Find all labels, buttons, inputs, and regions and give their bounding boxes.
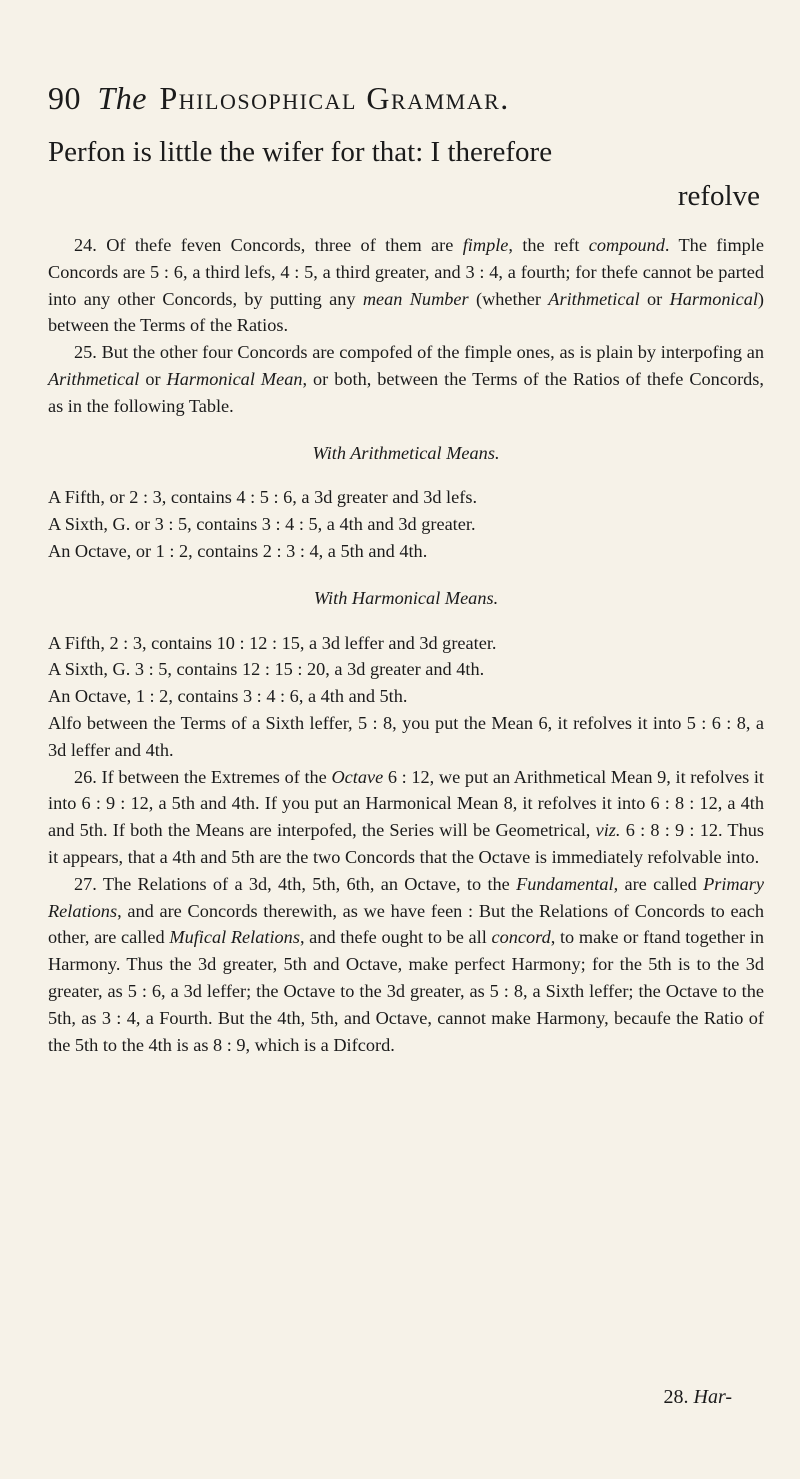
p24-text-e: or — [639, 288, 670, 309]
body-text — [48, 232, 764, 1058]
p24-compound: compound — [588, 235, 665, 255]
p27-fundamental: Fundamental — [516, 873, 614, 894]
p27-text-c: , and are Concords therewith, as we have feen : But the Relations of Concords to each other, are called — [48, 900, 764, 948]
opening-line-1: Perfon is little the wifer for that: I therefore — [48, 136, 553, 168]
p26-text-a: 26. If between the Extremes of the — [74, 766, 332, 787]
p25-text-b: or — [139, 368, 167, 389]
harm-row-sixth: A Sixth, G. 3 : 5, contains 12 : 15 : 20, a 3d greater and 4th. — [48, 659, 485, 680]
p24-text-a: 24. Of thefe feven Concords, three of them are — [74, 235, 463, 255]
p24-text-b: , the reft — [508, 235, 589, 255]
p25-harm: Harmonical Mean — [166, 368, 303, 389]
p27-text-b: , are called — [613, 873, 704, 894]
p25-arith: Arithmetical — [48, 368, 140, 389]
p25-text-c: , or both, between the Terms of the Ratios of thefe Concords, as in the following Table. — [48, 368, 764, 416]
opening-line-2: refolve — [677, 180, 760, 212]
paragraph-26 — [48, 764, 764, 871]
p27-concord: concord — [491, 927, 551, 948]
catchword — [664, 1386, 733, 1409]
p24-text-f: ) between the Terms of the Ratios. — [48, 288, 765, 336]
p26-text-c: 6 : 8 : 9 : 12. Thus it appears, that a 4th and 5th are the two Concords that the Octave is immediately refolvable into. — [48, 820, 764, 867]
arith-row-octave: An Octave, or 1 : 2, contains 2 : 3 : 4, a 5th and 4th. — [48, 540, 428, 561]
also-paragraph: Alfo between the Terms of a Sixth leffer, 5 : 8, you put the Mean 6, it refolves it into 5 : 6 : 8, a 3d leffer and 4th. — [48, 712, 764, 760]
harm-row-octave: An Octave, 1 : 2, contains 3 : 4 : 6, a 4th and 5th. — [48, 686, 408, 707]
paragraph-25 — [48, 339, 764, 419]
p27-text-d: , and thefe ought to be all — [299, 927, 492, 948]
p24-harm: Harmonical — [669, 288, 758, 309]
arith-row-fifth: A Fifth, or 2 : 3, contains 4 : 5 : 6, a 3d greater and 3d lefs. — [48, 487, 478, 508]
catchword-word: Har- — [693, 1386, 732, 1408]
arithmetical-table-heading: With Arithmetical Means. — [312, 442, 500, 463]
title-article: The — [97, 80, 147, 116]
p26-viz: viz. — [595, 820, 621, 841]
p27-text-a: 27. The Relations of a 3d, 4th, 5th, 6th, an Octave, to the — [74, 873, 517, 894]
p25-text-a: 25. But the other four Concords are compofed of the fimple ones, as is plain by interpofing an — [74, 342, 764, 363]
p24-simple: fimple — [462, 235, 509, 255]
running-head — [48, 80, 778, 117]
p27-text-e: , to make or ftand together in Harmony. Thus the 3d greater, 5th and Octave, make perfect Harmony; for the 5th is to the 3d greater, as 5 : 6, a 3d leffer; the Octave to the 3d greater, as 5 : 8, a Sixth leffer; the Octave to the 5th, as 3 : 4, a Fourth. But the 4th, 5th, and Octave, cannot make Harmony, becaufe the Ratio of the 5th to the 4th is as 8 : 9, which is a Difcord. — [48, 927, 764, 1055]
page-title: Philosophical Grammar. — [159, 80, 510, 116]
p26-text-b: 6 : 12, we put an Arithmetical Mean 9, it refolves it into 6 : 9 : 12, a 5th and 4th. If you put an Harmonical Mean 8, it refolves it into 6 : 8 : 12, a 4th and 5th. If both the Means are interpofed, the Series will be Geometrical, — [48, 766, 764, 841]
p24-arith: Arithmetical — [548, 288, 640, 309]
p24-mean: mean Number — [362, 288, 469, 309]
p27-musical: Mufical Relations — [169, 927, 300, 948]
page-number: 90 — [48, 80, 81, 116]
paragraph-24 — [48, 232, 764, 339]
arith-row-sixth: A Sixth, G. or 3 : 5, contains 3 : 4 : 5, a 4th and 3d greater. — [48, 514, 476, 535]
paragraph-27 — [48, 871, 764, 1059]
p26-octave: Octave — [331, 766, 384, 787]
opening-lines — [48, 130, 760, 218]
p24-text-d: (whether — [468, 288, 549, 309]
p27-primary: Primary Relations — [48, 873, 764, 921]
harmonical-table-heading: With Harmonical Means. — [313, 587, 499, 608]
p24-text-c: . The fimple Concords are 5 : 6, a third lefs, 4 : 5, a third greater, and 3 : 4, a fourth; for thefe cannot be parted into any other Concords, by putting any — [48, 235, 765, 309]
catchword-number: 28. — [663, 1386, 689, 1408]
harm-row-fifth: A Fifth, 2 : 3, contains 10 : 12 : 15, a 3d leffer and 3d greater. — [48, 632, 497, 653]
